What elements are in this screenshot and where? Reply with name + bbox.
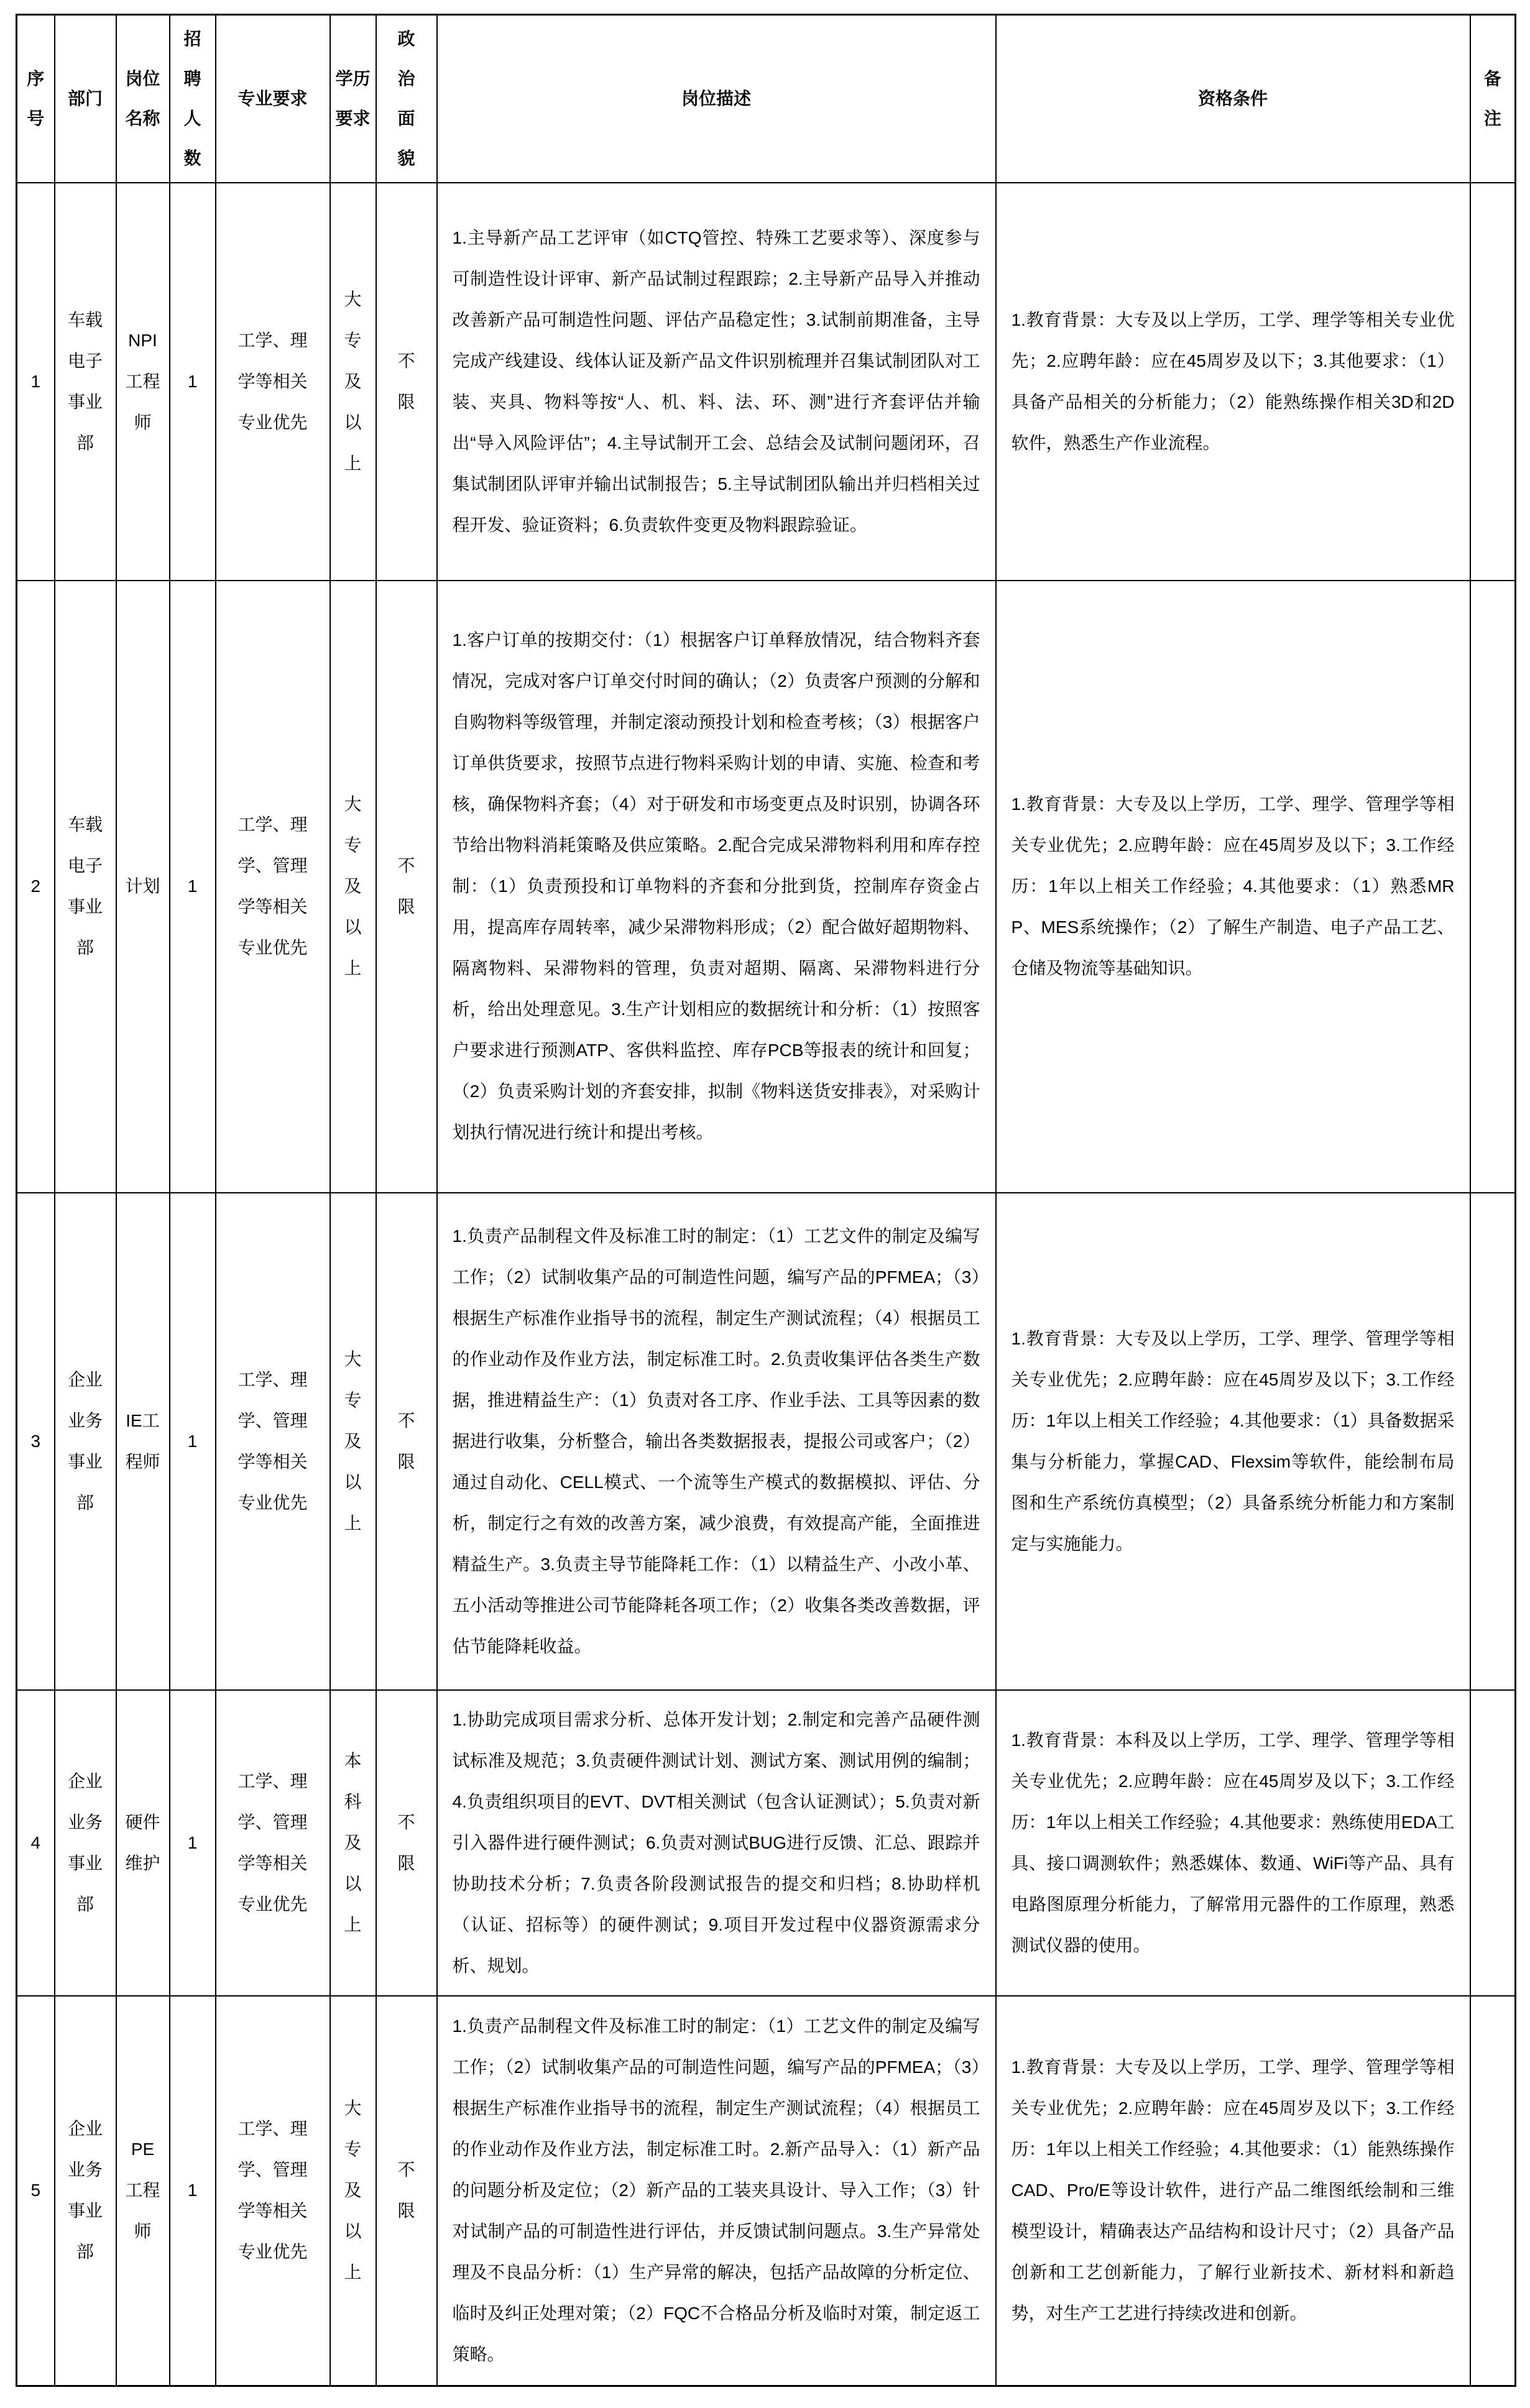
cell-political: 不限 <box>376 183 437 581</box>
cell-seq: 1 <box>17 183 55 581</box>
cell-description: 1.客户订单的按期交付：（1）根据客户订单释放情况，结合物料齐套情况，完成对客户订单交付时间的确认；（2）负责客户预测的分解和自购物料等级管理，并制定滚动预投计划和检查考核；（3）根据客户订单供货要求，按照节点进行物料采购计划的申请、实施、检查和考核，确保物料齐套；（4）对于研发和市场变更点及时识别，协调各环节给出物料消耗策略及供应策略。2.配合完成呆滞物料利用和库存控制：（1）负责预投和订单物料的齐套和分批到货，控制库存资金占用，提高库存周转率，减少呆滞物料形成；（2）配合做好超期物料、隔离物料、呆滞物料的管理，负责对超期、隔离、呆滞物料进行分析，给出处理意见。3.生产计划相应的数据统计和分析：（1）按照客户要求进行预测ATP、客供料监控、库存PCB等报表的统计和回复；（2）负责采购计划的齐套安排，拟制《物料送货安排表》，对采购计划执行情况进行统计和提出考核。 <box>437 581 996 1193</box>
cell-description: 1.负责产品制程文件及标准工时的制定：（1）工艺文件的制定及编写工作；（2）试制收集产品的可制造性问题，编写产品的PFMEA；（3）根据生产标准作业指导书的流程，制定生产测试流程；（4）根据员工的作业动作及作业方法，制定标准工时。2.负责收集评估各类生产数据，推进精益生产：（1）负责对各工序、作业手法、工具等因素的数据进行收集，分析整合，输出各类数据报表，提报公司或客户；（2）通过自动化、CELL模式、一个流等生产模式的数据模拟、评估、分析，制定行之有效的改善方案，减少浪费，有效提高产能，全面推进精益生产。3.负责主导节能降耗工作：（1）以精益生产、小改小革、五小活动等推进公司节能降耗各项工作；（2）收集各类改善数据，评估节能降耗收益。 <box>437 1193 996 1690</box>
cell-seq: 4 <box>17 1690 55 1996</box>
header-education: 学历要求 <box>330 15 376 183</box>
header-row <box>17 15 1516 183</box>
cell-education: 大专及以上 <box>330 1193 376 1690</box>
table-row <box>17 1996 1516 2386</box>
cell-remark <box>1470 581 1516 1193</box>
table-row <box>17 183 1516 581</box>
cell-position: PE工程师 <box>116 1996 170 2386</box>
cell-description: 1.负责产品制程文件及标准工时的制定：（1）工艺文件的制定及编写工作；（2）试制收集产品的可制造性问题，编写产品的PFMEA；（3）根据生产标准作业指导书的流程，制定生产测试流程；（4）根据员工的作业动作及作业方法，制定标准工时。2.新产品导入：（1）新产品的问题分析及定位；（2）新产品的工装夹具设计、导入工作；（3）针对试制产品的可制造性进行评估，并反馈试制问题点。3.生产异常处理及不良品分析：（1）生产异常的解决，包括产品故障的分析定位、临时及纠正处理对策；（2）FQC不合格品分析及临时对策，制定返工策略。 <box>437 1996 996 2386</box>
cell-position: 硬件维护 <box>116 1690 170 1996</box>
cell-headcount: 1 <box>170 581 216 1193</box>
cell-headcount: 1 <box>170 183 216 581</box>
header-position: 岗位名称 <box>116 15 170 183</box>
cell-qualifications: 1.教育背景：大专及以上学历，工学、理学等相关专业优先；2.应聘年龄：应在45周岁及以下；3.其他要求：（1）具备产品相关的分析能力；（2）能熟练操作相关3D和2D软件，熟悉生产作业流程。 <box>996 183 1470 581</box>
cell-remark <box>1470 1193 1516 1690</box>
cell-position: IE工程师 <box>116 1193 170 1690</box>
cell-education: 大专及以上 <box>330 1996 376 2386</box>
cell-qualifications: 1.教育背景：大专及以上学历，工学、理学、管理学等相关专业优先；2.应聘年龄：应在45周岁及以下；3.工作经历：1年以上相关工作经验；4.其他要求：（1）具备数据采集与分析能力，掌握CAD、Flexsim等软件，能绘制布局图和生产系统仿真模型；（2）具备系统分析能力和方案制定与实施能力。 <box>996 1193 1470 1690</box>
header-headcount: 招聘人数 <box>170 15 216 183</box>
cell-remark <box>1470 183 1516 581</box>
cell-remark <box>1470 1996 1516 2386</box>
cell-political: 不限 <box>376 581 437 1193</box>
cell-department: 企业业务事业部 <box>55 1193 116 1690</box>
cell-major: 工学、理学、管理学等相关专业优先 <box>216 581 330 1193</box>
cell-political: 不限 <box>376 1690 437 1996</box>
table-row <box>17 581 1516 1193</box>
cell-seq: 2 <box>17 581 55 1193</box>
cell-department: 车载电子事业部 <box>55 183 116 581</box>
cell-major: 工学、理学、管理学等相关专业优先 <box>216 1996 330 2386</box>
cell-education: 本科及以上 <box>330 1690 376 1996</box>
header-political: 政治面貌 <box>376 15 437 183</box>
cell-seq: 3 <box>17 1193 55 1690</box>
cell-headcount: 1 <box>170 1690 216 1996</box>
cell-major: 工学、理学等相关专业优先 <box>216 183 330 581</box>
cell-education: 大专及以上 <box>330 183 376 581</box>
cell-qualifications: 1.教育背景：大专及以上学历，工学、理学、管理学等相关专业优先；2.应聘年龄：应在45周岁及以下；3.工作经历：1年以上相关工作经验；4.其他要求：（1）熟悉MRP、MES系统操作；（2）了解生产制造、电子产品工艺、仓储及物流等基础知识。 <box>996 581 1470 1193</box>
header-department: 部门 <box>55 15 116 183</box>
table-row <box>17 1690 1516 1996</box>
cell-political: 不限 <box>376 1193 437 1690</box>
header-seq: 序号 <box>17 15 55 183</box>
header-description: 岗位描述 <box>437 15 996 183</box>
cell-qualifications: 1.教育背景：大专及以上学历，工学、理学、管理学等相关专业优先；2.应聘年龄：应在45周岁及以下；3.工作经历：1年以上相关工作经验；4.其他要求：（1）能熟练操作CAD、Pro/E等设计软件，进行产品二维图纸绘制和三维模型设计，精确表达产品结构和设计尺寸；（2）具备产品创新和工艺创新能力，了解行业新技术、新材料和新趋势，对生产工艺进行持续改进和创新。 <box>996 1996 1470 2386</box>
header-remark: 备注 <box>1470 15 1516 183</box>
cell-position: NPI工程师 <box>116 183 170 581</box>
cell-major: 工学、理学、管理学等相关专业优先 <box>216 1690 330 1996</box>
table-row <box>17 1193 1516 1690</box>
cell-department: 企业业务事业部 <box>55 1996 116 2386</box>
cell-description: 1.主导新产品工艺评审（如CTQ管控、特殊工艺要求等）、深度参与可制造性设计评审、新产品试制过程跟踪；2.主导新产品导入并推动改善新产品可制造性问题、评估产品稳定性；3.试制前期准备，主导完成产线建设、线体认证及新产品文件识别梳理并召集试制团队对工装、夹具、物料等按“人、机、料、法、环、测”进行齐套评估并输出“导入风险评估”；4.主导试制开工会、总结会及试制问题闭环，召集试制团队评审并输出试制报告；5.主导试制团队输出并归档相关过程开发、验证资料；6.负责软件变更及物料跟踪验证。 <box>437 183 996 581</box>
cell-headcount: 1 <box>170 1996 216 2386</box>
header-major: 专业要求 <box>216 15 330 183</box>
cell-description: 1.协助完成项目需求分析、总体开发计划；2.制定和完善产品硬件测试标准及规范；3.负责硬件测试计划、测试方案、测试用例的编制；4.负责组织项目的EVT、DVT相关测试（包含认证测试）；5.负责对新引入器件进行硬件测试；6.负责对测试BUG进行反馈、汇总、跟踪并协助技术分析；7.负责各阶段测试报告的提交和归档；8.协助样机（认证、招标等）的硬件测试；9.项目开发过程中仪器资源需求分析、规划。 <box>437 1690 996 1996</box>
cell-major: 工学、理学、管理学等相关专业优先 <box>216 1193 330 1690</box>
cell-remark <box>1470 1690 1516 1996</box>
cell-qualifications: 1.教育背景：本科及以上学历，工学、理学、管理学等相关专业优先；2.应聘年龄：应在45周岁及以下；3.工作经历：1年以上相关工作经验；4.其他要求：熟练使用EDA工具、接口调测软件；熟悉媒体、数通、WiFi等产品、具有电路图原理分析能力，了解常用元器件的工作原理，熟悉测试仪器的使用。 <box>996 1690 1470 1996</box>
cell-education: 大专及以上 <box>330 581 376 1193</box>
cell-department: 车载电子事业部 <box>55 581 116 1193</box>
cell-position: 计划 <box>116 581 170 1193</box>
cell-political: 不限 <box>376 1996 437 2386</box>
cell-department: 企业业务事业部 <box>55 1690 116 1996</box>
cell-headcount: 1 <box>170 1193 216 1690</box>
header-qualifications: 资格条件 <box>996 15 1470 183</box>
recruitment-table <box>16 14 1516 2387</box>
cell-seq: 5 <box>17 1996 55 2386</box>
